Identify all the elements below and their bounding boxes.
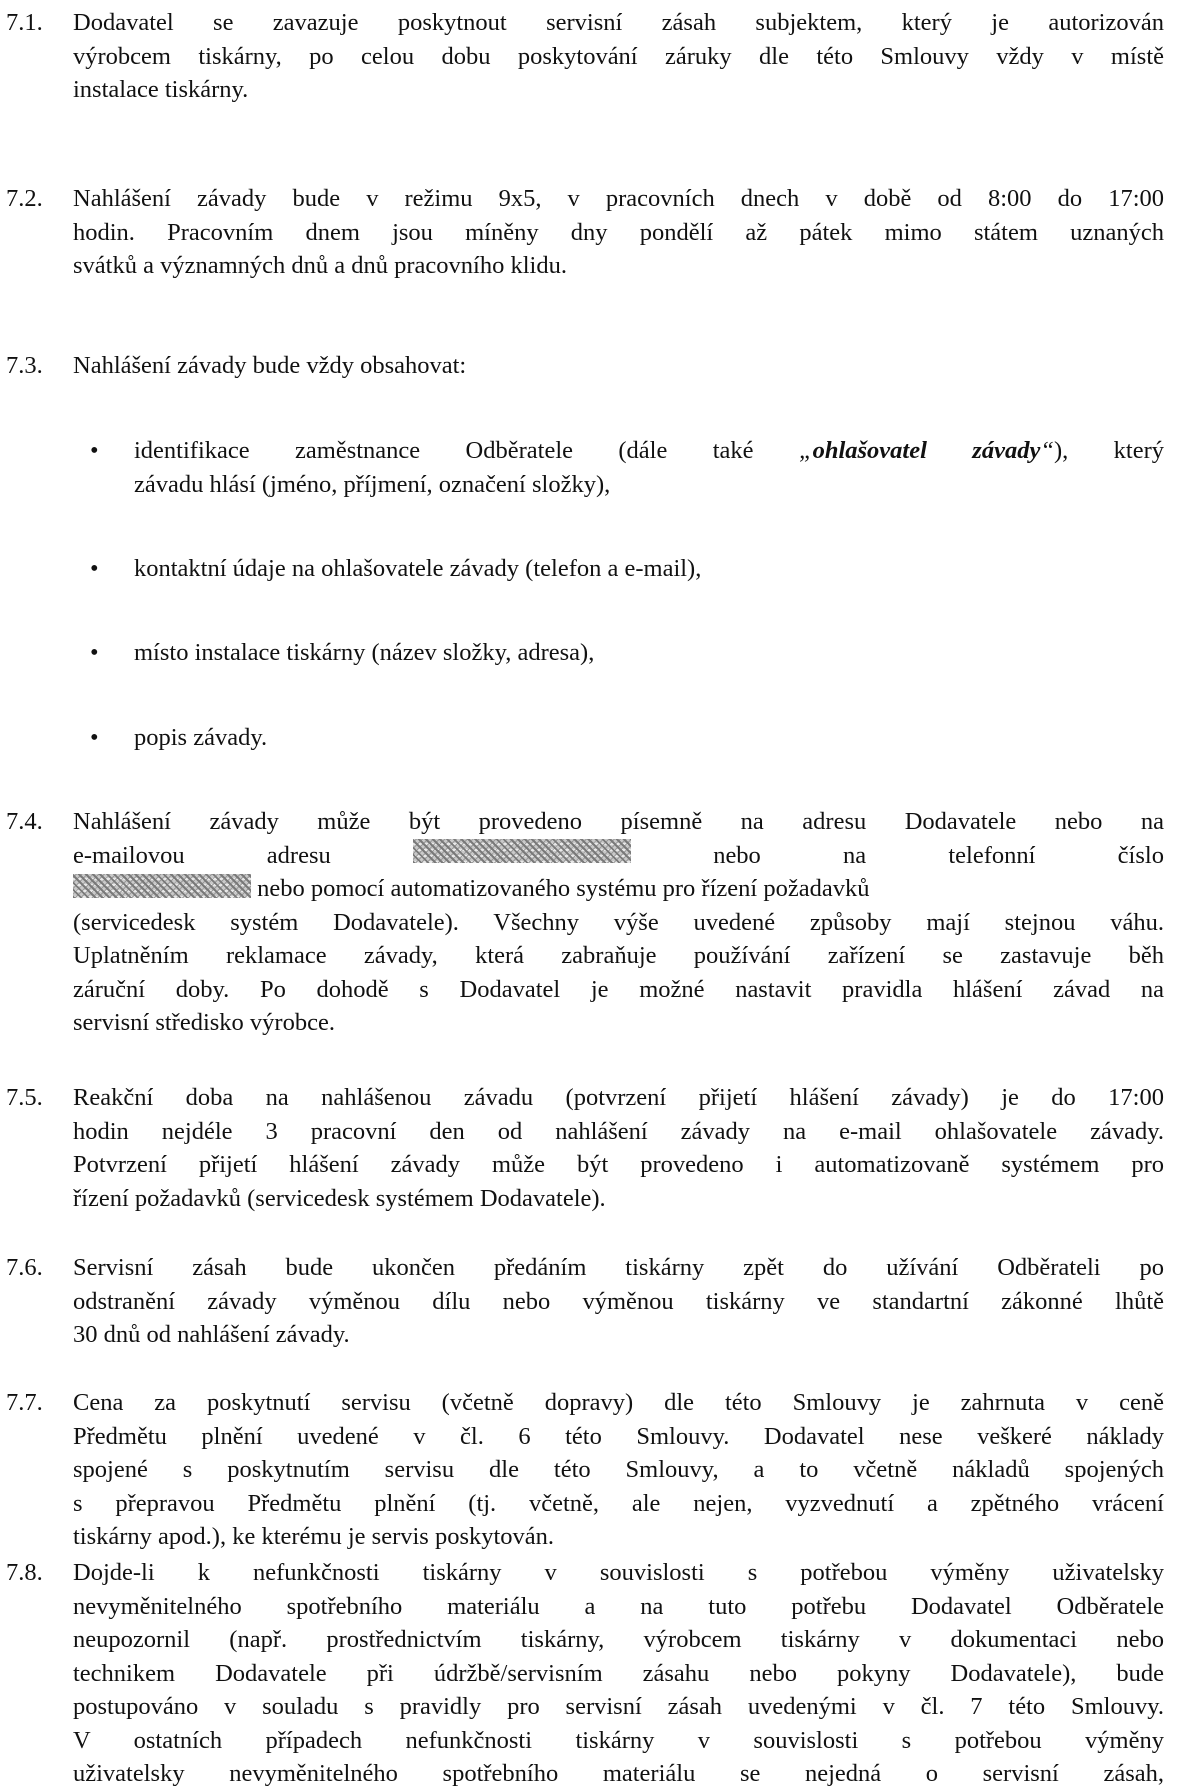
redacted-email xyxy=(413,839,631,863)
text-line: řízení požadavků (servicedesk systémem Dodavatele). xyxy=(73,1184,606,1212)
text-line: servisní středisko výrobce. xyxy=(73,1009,335,1036)
text-line: Dojde-li k nefunkčnosti tiskárny v souvislosti s potřebou výměny uživatelsky xyxy=(73,1559,1164,1586)
text-line: (servicedesk systém Dodavatele). Všechny výše uvedené způsoby mají stejnou váhu. xyxy=(73,908,1164,936)
clause-number: 7.1. xyxy=(6,9,43,36)
clause-text xyxy=(73,1251,1164,1352)
text-line: s přepravou Předmětu plnění (tj. včetně, ale nejen, vyzvednutí a zpětného vrácení xyxy=(73,1489,1164,1517)
text-run: telefonní xyxy=(948,841,1036,869)
clause-number: 7.4. xyxy=(6,808,43,835)
text-run: e-mailovou xyxy=(73,841,185,869)
clause-number: 7.5. xyxy=(6,1084,43,1111)
defined-term: ohlašovatel závady xyxy=(812,437,1041,464)
clause-text xyxy=(73,1386,1164,1554)
text-line: uživatelsky nevyměnitelného spotřebního materiálu se nejedná o servisní zásah, xyxy=(73,1760,1164,1787)
text-line: neupozornil (např. prostřednictvím tiskárny, výrobcem tiskárny v dokumentaci nebo xyxy=(73,1626,1164,1653)
text-run: adresu xyxy=(266,841,331,869)
bullet-dot: • xyxy=(90,437,99,464)
clause-text xyxy=(73,1556,1164,1791)
text-line: závadu hlásí (jméno, příjmení, označení složky), xyxy=(134,470,611,498)
text-line: 30 dnů od nahlášení závady. xyxy=(73,1321,350,1348)
text-line: hodin nejdéle 3 pracovní den od nahlášení závady na e-mail ohlašovatele závady. xyxy=(73,1117,1164,1145)
text-run: na xyxy=(843,841,867,869)
text-line: Servisní zásah bude ukončen předáním tiskárny zpět do užívání Odběrateli po xyxy=(73,1254,1164,1281)
quote-open: „ xyxy=(798,437,813,464)
bullet-dot: • xyxy=(90,555,99,582)
clause-text xyxy=(73,805,1164,1040)
redacted-phone xyxy=(73,874,251,898)
bullet-text xyxy=(134,552,1164,586)
text-line: Nahlášení závady bude vždy obsahovat: xyxy=(73,352,467,379)
text-line xyxy=(134,434,1164,468)
text-line: Potvrzení přijetí hlášení závady může být provedeno i automatizovaně systémem pro xyxy=(73,1151,1164,1178)
text-line: tiskárny apod.), ke kterému je servis poskytován. xyxy=(73,1523,555,1550)
text-line: Nahlášení závady bude v režimu 9x5, v pracovních dnech v době od 8:00 do 17:00 xyxy=(73,185,1164,212)
clause-text xyxy=(73,349,1164,383)
bullet-text xyxy=(134,434,1164,501)
text-line: nevyměnitelného spotřebního materiálu a na tuto potřebu Dodavatel Odběratele xyxy=(73,1592,1164,1620)
clause-number: 7.2. xyxy=(6,185,43,212)
text-line: Předmětu plnění uvedené v čl. 6 této Smlouvy. Dodavatel nese veškeré náklady xyxy=(73,1422,1164,1450)
text-line: Cena za poskytnutí servisu (včetně dopravy) dle této Smlouvy je zahrnuta v ceně xyxy=(73,1389,1164,1416)
text-run: číslo xyxy=(1117,841,1164,869)
text-run: nebo xyxy=(713,841,761,869)
quote-close: “ xyxy=(1040,437,1054,464)
text-line: svátků a významných dnů a dnů pracovního klidu. xyxy=(73,252,567,279)
text-line: hodin. Pracovním dnem jsou míněny dny pondělí až pátek mimo státem uznaných xyxy=(73,218,1164,246)
clause-text xyxy=(73,1081,1164,1215)
text-line: výrobcem tiskárny, po celou dobu poskytování záruky dle této Smlouvy vždy v místě xyxy=(73,42,1164,70)
text-run: ), který xyxy=(1053,437,1164,464)
clause-text xyxy=(73,6,1164,107)
bullet-dot: • xyxy=(90,639,99,666)
text-line: Reakční doba na nahlášenou závadu (potvrzení přijetí hlášení závady) je do 17:00 xyxy=(73,1084,1164,1111)
text-line: Nahlášení závady může být provedeno písemně na adresu Dodavatele nebo na xyxy=(73,808,1164,835)
text-line: odstranění závady výměnou dílu nebo výměnou tiskárny ve standartní zákonné lhůtě xyxy=(73,1287,1164,1315)
clause-number: 7.6. xyxy=(6,1254,43,1281)
bullet-text xyxy=(134,721,1164,755)
text-line: záruční doby. Po dohodě s Dodavatel je možné nastavit pravidla hlášení závad na xyxy=(73,975,1164,1003)
bullet-dot: • xyxy=(90,724,99,751)
text-line: Uplatněním reklamace závady, která zabraňuje používání zařízení se zastavuje běh xyxy=(73,942,1164,969)
text-run: identifikace zaměstnance Odběratele (dále také xyxy=(134,437,754,464)
text-line: postupováno v souladu s pravidly pro servisní zásah uvedenými v čl. 7 této Smlouvy. xyxy=(73,1693,1164,1720)
text-line: technikem Dodavatele při údržbě/servisním zásahu nebo pokyny Dodavatele), bude xyxy=(73,1659,1164,1687)
clause-number: 7.7. xyxy=(6,1389,43,1416)
text-line: Dodavatel se zavazuje poskytnout servisní zásah subjektem, který je autorizován xyxy=(73,9,1164,36)
bullet-text xyxy=(134,636,1164,670)
text-line: spojené s poskytnutím servisu dle této Smlouvy, a to včetně nákladů spojených xyxy=(73,1456,1164,1483)
text-line: instalace tiskárny. xyxy=(73,76,249,103)
text-line xyxy=(73,839,1164,873)
text-line: V ostatních případech nefunkčnosti tiskárny v souvislosti s potřebou výměny xyxy=(73,1726,1164,1754)
clause-number: 7.3. xyxy=(6,352,43,379)
text-line xyxy=(73,872,1164,906)
clause-text xyxy=(73,182,1164,283)
text-line: popis závady. xyxy=(134,724,268,751)
text-line: místo instalace tiskárny (název složky, adresa), xyxy=(134,639,595,666)
text-run: nebo pomocí automatizovaného systému pro řízení požadavků xyxy=(257,875,870,902)
clause-number: 7.8. xyxy=(6,1559,43,1586)
text-line: kontaktní údaje na ohlašovatele závady (telefon a e-mail), xyxy=(134,555,702,582)
